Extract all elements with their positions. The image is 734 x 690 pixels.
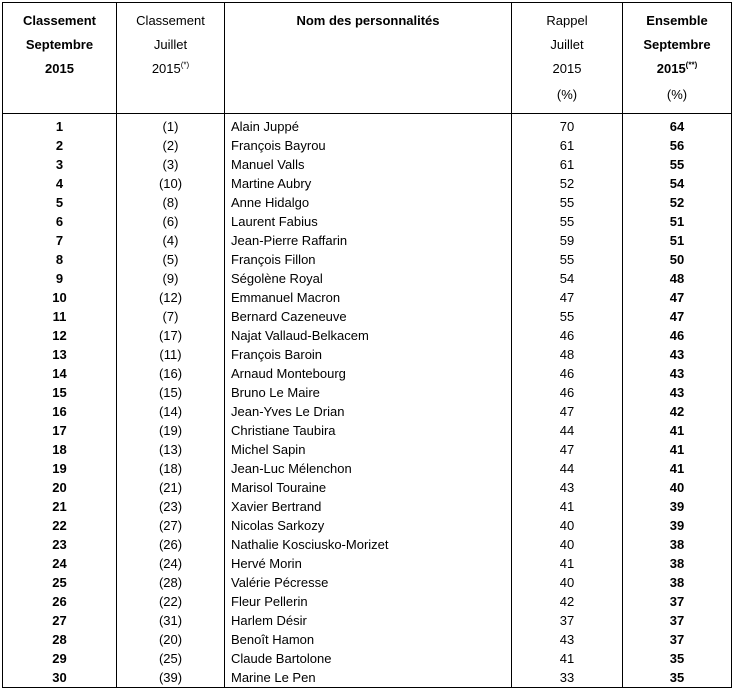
july-percent-cell: 47	[512, 440, 623, 459]
table-row	[3, 193, 732, 212]
header-july-unit: (%)	[556, 87, 578, 102]
name-cell: Marine Le Pen	[225, 668, 512, 688]
table-row	[3, 421, 732, 440]
previous-rank-cell: (9)	[117, 269, 225, 288]
header-sept-line3	[623, 57, 731, 81]
rank-cell: 7	[3, 231, 117, 250]
table-row	[3, 326, 732, 345]
previous-rank-cell: (11)	[117, 345, 225, 364]
july-percent-cell: 46	[512, 383, 623, 402]
july-percent-cell: 40	[512, 516, 623, 535]
july-percent-cell: 43	[512, 478, 623, 497]
table-row	[3, 516, 732, 535]
rank-cell: 28	[3, 630, 117, 649]
table-row	[3, 611, 732, 630]
july-percent-cell: 41	[512, 497, 623, 516]
header-name-label: Nom des personnalités	[296, 13, 440, 28]
september-percent-cell: 41	[623, 459, 732, 478]
previous-rank-cell: (14)	[117, 402, 225, 421]
table-body	[3, 114, 732, 688]
table-row	[3, 573, 732, 592]
july-percent-cell: 41	[512, 554, 623, 573]
name-cell: Marisol Touraine	[225, 478, 512, 497]
name-cell: Najat Vallaud-Belkacem	[225, 326, 512, 345]
september-percent-cell: 54	[623, 174, 732, 193]
rank-cell: 13	[3, 345, 117, 364]
september-percent-cell: 41	[623, 421, 732, 440]
header-prev-rank	[117, 3, 225, 114]
september-percent-cell: 55	[623, 155, 732, 174]
table-row	[3, 535, 732, 554]
table-row	[3, 250, 732, 269]
july-percent-cell: 43	[512, 630, 623, 649]
name-cell: Valérie Pécresse	[225, 573, 512, 592]
rank-cell: 25	[3, 573, 117, 592]
rank-cell: 2	[3, 136, 117, 155]
rank-cell: 3	[3, 155, 117, 174]
ranking-table	[2, 2, 732, 688]
previous-rank-cell: (3)	[117, 155, 225, 174]
july-percent-cell: 41	[512, 649, 623, 668]
july-percent-cell: 70	[512, 117, 623, 136]
september-percent-cell: 38	[623, 573, 732, 592]
name-cell: Alain Juppé	[225, 117, 512, 136]
september-percent-cell: 43	[623, 383, 732, 402]
name-cell: Anne Hidalgo	[225, 193, 512, 212]
previous-rank-cell: (10)	[117, 174, 225, 193]
table-row	[3, 402, 732, 421]
previous-rank-cell: (39)	[117, 668, 225, 688]
header-rank-line3: 2015	[45, 61, 74, 76]
header-july-line2: Juillet	[550, 37, 584, 52]
header-prev-line2: Juillet	[153, 37, 188, 52]
previous-rank-cell: (21)	[117, 478, 225, 497]
rank-cell: 10	[3, 288, 117, 307]
september-percent-cell: 52	[623, 193, 732, 212]
table-row	[3, 459, 732, 478]
table-row	[3, 364, 732, 383]
september-percent-cell: 37	[623, 630, 732, 649]
september-percent-cell: 56	[623, 136, 732, 155]
table-row	[3, 269, 732, 288]
july-percent-cell: 55	[512, 307, 623, 326]
header-sept-line2: Septembre	[643, 37, 711, 52]
name-cell: Xavier Bertrand	[225, 497, 512, 516]
header-sept-year: 2015	[656, 61, 686, 76]
july-percent-cell: 61	[512, 155, 623, 174]
july-percent-cell: 52	[512, 174, 623, 193]
september-percent-cell: 37	[623, 592, 732, 611]
name-cell: Arnaud Montebourg	[225, 364, 512, 383]
name-cell: Martine Aubry	[225, 174, 512, 193]
previous-rank-cell: (15)	[117, 383, 225, 402]
table-row	[3, 231, 732, 250]
rank-cell: 21	[3, 497, 117, 516]
name-cell: Ségolène Royal	[225, 269, 512, 288]
september-percent-cell: 48	[623, 269, 732, 288]
header-rank-line1: Classement	[23, 13, 96, 28]
table-row	[3, 440, 732, 459]
header-rank	[3, 3, 117, 114]
rank-cell: 26	[3, 592, 117, 611]
september-percent-cell: 64	[623, 117, 732, 136]
july-percent-cell: 61	[512, 136, 623, 155]
header-prev-line1: Classement	[136, 13, 205, 28]
rank-cell: 5	[3, 193, 117, 212]
table-row	[3, 345, 732, 364]
header-sept-line1: Ensemble	[646, 13, 708, 28]
rank-cell: 15	[3, 383, 117, 402]
july-percent-cell: 55	[512, 193, 623, 212]
previous-rank-cell: (18)	[117, 459, 225, 478]
table-row	[3, 497, 732, 516]
previous-rank-cell: (7)	[117, 307, 225, 326]
name-cell: Manuel Valls	[225, 155, 512, 174]
rank-cell: 27	[3, 611, 117, 630]
previous-rank-cell: (23)	[117, 497, 225, 516]
header-sept-unit: (%)	[666, 87, 688, 102]
header-july	[512, 3, 623, 114]
previous-rank-cell: (13)	[117, 440, 225, 459]
table-row	[3, 668, 732, 688]
rank-cell: 4	[3, 174, 117, 193]
table-row	[3, 212, 732, 231]
september-percent-cell: 35	[623, 649, 732, 668]
previous-rank-cell: (20)	[117, 630, 225, 649]
july-percent-cell: 33	[512, 668, 623, 688]
name-cell: Hervé Morin	[225, 554, 512, 573]
september-percent-cell: 47	[623, 307, 732, 326]
july-percent-cell: 42	[512, 592, 623, 611]
previous-rank-cell: (4)	[117, 231, 225, 250]
july-percent-cell: 46	[512, 364, 623, 383]
september-percent-cell: 51	[623, 212, 732, 231]
september-percent-cell: 50	[623, 250, 732, 269]
september-percent-cell: 39	[623, 516, 732, 535]
name-cell: Bruno Le Maire	[225, 383, 512, 402]
name-cell: Emmanuel Macron	[225, 288, 512, 307]
name-cell: Benoît Hamon	[225, 630, 512, 649]
name-cell: François Fillon	[225, 250, 512, 269]
table-row	[3, 174, 732, 193]
name-cell: Jean-Luc Mélenchon	[225, 459, 512, 478]
table-row	[3, 649, 732, 668]
july-percent-cell: 40	[512, 535, 623, 554]
september-percent-cell: 47	[623, 288, 732, 307]
september-percent-cell: 42	[623, 402, 732, 421]
september-percent-cell: 41	[623, 440, 732, 459]
table-row	[3, 155, 732, 174]
rank-cell: 8	[3, 250, 117, 269]
previous-rank-cell: (1)	[117, 117, 225, 136]
table-row	[3, 630, 732, 649]
table-row	[3, 136, 732, 155]
ranking-table-container	[2, 2, 731, 688]
previous-rank-cell: (12)	[117, 288, 225, 307]
table-row	[3, 554, 732, 573]
previous-rank-cell: (6)	[117, 212, 225, 231]
july-percent-cell: 55	[512, 212, 623, 231]
name-cell: Fleur Pellerin	[225, 592, 512, 611]
previous-rank-cell: (24)	[117, 554, 225, 573]
rank-cell: 1	[3, 117, 117, 136]
previous-rank-cell: (31)	[117, 611, 225, 630]
rank-cell: 11	[3, 307, 117, 326]
header-name	[225, 3, 512, 114]
rank-cell: 18	[3, 440, 117, 459]
july-percent-cell: 40	[512, 573, 623, 592]
previous-rank-cell: (2)	[117, 136, 225, 155]
header-rank-line2: Septembre	[25, 37, 94, 52]
september-percent-cell: 38	[623, 554, 732, 573]
rank-cell: 14	[3, 364, 117, 383]
table-row	[3, 307, 732, 326]
july-percent-cell: 47	[512, 402, 623, 421]
table-row	[3, 288, 732, 307]
previous-rank-cell: (28)	[117, 573, 225, 592]
september-percent-cell: 37	[623, 611, 732, 630]
september-percent-cell: 35	[623, 668, 732, 688]
july-percent-cell: 48	[512, 345, 623, 364]
name-cell: Laurent Fabius	[225, 212, 512, 231]
rank-cell: 9	[3, 269, 117, 288]
previous-rank-cell: (8)	[117, 193, 225, 212]
header-row	[3, 3, 732, 114]
name-cell: Harlem Désir	[225, 611, 512, 630]
name-cell: Christiane Taubira	[225, 421, 512, 440]
previous-rank-cell: (27)	[117, 516, 225, 535]
september-percent-cell: 43	[623, 364, 732, 383]
july-percent-cell: 37	[512, 611, 623, 630]
header-prev-year: 2015	[151, 61, 181, 76]
table-row	[3, 592, 732, 611]
july-percent-cell: 46	[512, 326, 623, 345]
previous-rank-cell: (16)	[117, 364, 225, 383]
name-cell: Jean-Pierre Raffarin	[225, 231, 512, 250]
header-prev-footnote: (*)	[180, 60, 190, 70]
name-cell: Nicolas Sarkozy	[225, 516, 512, 535]
rank-cell: 29	[3, 649, 117, 668]
september-percent-cell: 40	[623, 478, 732, 497]
rank-cell: 16	[3, 402, 117, 421]
rank-cell: 12	[3, 326, 117, 345]
july-percent-cell: 44	[512, 421, 623, 440]
table-row	[3, 478, 732, 497]
september-percent-cell: 43	[623, 345, 732, 364]
name-cell: Bernard Cazeneuve	[225, 307, 512, 326]
name-cell: François Bayrou	[225, 136, 512, 155]
july-percent-cell: 47	[512, 288, 623, 307]
rank-cell: 17	[3, 421, 117, 440]
rank-cell: 6	[3, 212, 117, 231]
header-sept	[623, 3, 732, 114]
rank-cell: 24	[3, 554, 117, 573]
september-percent-cell: 38	[623, 535, 732, 554]
september-percent-cell: 51	[623, 231, 732, 250]
previous-rank-cell: (25)	[117, 649, 225, 668]
rank-cell: 23	[3, 535, 117, 554]
rank-cell: 19	[3, 459, 117, 478]
rank-cell: 30	[3, 668, 117, 688]
september-percent-cell: 39	[623, 497, 732, 516]
rank-cell: 22	[3, 516, 117, 535]
header-sept-footnote: (**)	[685, 60, 698, 70]
name-cell: Nathalie Kosciusko-Morizet	[225, 535, 512, 554]
july-percent-cell: 44	[512, 459, 623, 478]
header-july-line1: Rappel	[546, 13, 588, 28]
name-cell: François Baroin	[225, 345, 512, 364]
rank-cell: 20	[3, 478, 117, 497]
july-percent-cell: 55	[512, 250, 623, 269]
name-cell: Jean-Yves Le Drian	[225, 402, 512, 421]
table-row	[3, 383, 732, 402]
previous-rank-cell: (22)	[117, 592, 225, 611]
july-percent-cell: 59	[512, 231, 623, 250]
name-cell: Claude Bartolone	[225, 649, 512, 668]
july-percent-cell: 54	[512, 269, 623, 288]
header-prev-line3	[117, 57, 224, 81]
previous-rank-cell: (19)	[117, 421, 225, 440]
table-row	[3, 117, 732, 136]
header-july-line3: 2015	[552, 61, 582, 76]
previous-rank-cell: (26)	[117, 535, 225, 554]
september-percent-cell: 46	[623, 326, 732, 345]
name-cell: Michel Sapin	[225, 440, 512, 459]
previous-rank-cell: (17)	[117, 326, 225, 345]
previous-rank-cell: (5)	[117, 250, 225, 269]
